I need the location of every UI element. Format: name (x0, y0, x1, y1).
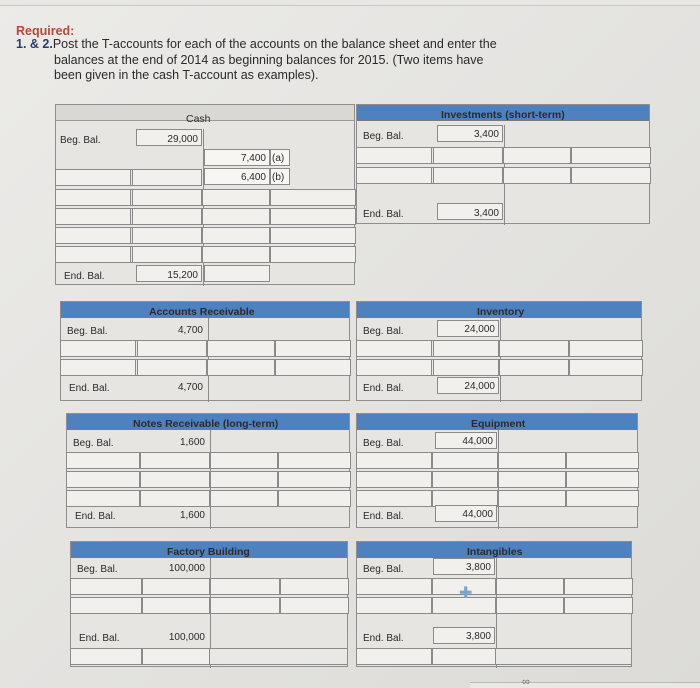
inventory-end-label: End. Bal. (363, 383, 404, 394)
cash-row-1-label-field[interactable] (55, 169, 131, 186)
equipment-row-2-label[interactable] (356, 471, 432, 488)
equipment-row-1-ref[interactable] (566, 452, 639, 469)
investments-title: Investments (short-term) (441, 109, 565, 121)
investments-end-label: End. Bal. (363, 209, 404, 220)
cash-row-3-ref-field[interactable] (270, 208, 356, 225)
cash-beg-value: 29,000 (167, 134, 198, 145)
investments-entry-row-1 (357, 147, 649, 164)
ar-entry-row-2 (61, 359, 349, 376)
inventory-row-1-ref[interactable] (569, 340, 643, 357)
cash-row-3-credit-field[interactable] (202, 208, 270, 225)
inventory-row-1-credit[interactable] (499, 340, 569, 357)
ar-end-label: End. Bal. (69, 383, 110, 394)
fb-end-value: 100,000 (168, 632, 205, 643)
cash-beg-label: Beg. Bal. (60, 135, 101, 146)
accounts-receivable-t-account (60, 301, 350, 401)
cash-row-2-ref-field[interactable] (270, 189, 356, 206)
cash-row-5-debit-field[interactable] (132, 246, 202, 263)
inventory-row-2-label[interactable] (356, 359, 432, 376)
nr-entry-row-2 (67, 471, 349, 488)
equipment-row-2-credit[interactable] (498, 471, 566, 488)
fb-beg-value: 100,000 (168, 563, 205, 574)
cash-entry-row-5 (56, 246, 354, 263)
ar-row-2-ref[interactable] (275, 359, 351, 376)
cash-row-2-label-field[interactable] (55, 189, 131, 206)
nr-row-3-ref[interactable] (278, 490, 351, 507)
cash-row-5-label-field[interactable] (55, 246, 131, 263)
ar-title: Accounts Receivable (149, 306, 255, 318)
nr-row-1-ref[interactable] (278, 452, 351, 469)
fb-row-1-debit[interactable] (142, 578, 210, 595)
instruction-line-3: been given in the cash T-account as examples). (54, 68, 319, 82)
instruction-line-2: balances at the end of 2014 as beginning balances for 2015. (Two items have (54, 52, 484, 67)
cash-end-credit-field[interactable] (204, 265, 270, 282)
instruction-line-1: Post the T-accounts for each of the accounts on the balance sheet and enter the (52, 37, 497, 51)
intangibles-row-2-label[interactable] (356, 597, 432, 614)
cash-row-2-credit-field[interactable] (202, 189, 270, 206)
inventory-row-1-label[interactable] (356, 340, 432, 357)
intangibles-beg-value: 3,800 (465, 562, 491, 573)
fb-title: Factory Building (167, 546, 250, 558)
ar-row-2-label[interactable] (60, 359, 136, 376)
intangibles-row-1-ref[interactable] (564, 578, 633, 595)
cash-row-4-label-field[interactable] (55, 227, 131, 244)
investments-row-1-ref[interactable] (571, 147, 651, 164)
cash-row-3-debit-field[interactable] (132, 208, 202, 225)
investments-row-1-label[interactable] (356, 147, 432, 164)
ar-entry-row-1 (61, 340, 349, 357)
investments-beg-label: Beg. Bal. (363, 131, 404, 142)
cash-row-1-debit-field[interactable] (132, 169, 202, 186)
cash-ref-1: (a) (272, 153, 285, 164)
fb-entry-row-1 (71, 578, 347, 595)
equipment-row-1-debit[interactable] (432, 452, 498, 469)
required-heading: Required: (16, 24, 75, 38)
inventory-beg-value: 24,000 (464, 324, 495, 335)
cash-end-label: End. Bal. (64, 271, 105, 282)
equipment-entry-row-2 (357, 471, 637, 488)
cash-end-value: 15,200 (167, 270, 198, 281)
intangibles-row-1-label[interactable] (356, 578, 432, 595)
equipment-row-1-credit[interactable] (498, 452, 566, 469)
nr-end-label: End. Bal. (75, 511, 116, 522)
ar-beg-label: Beg. Bal. (67, 326, 108, 337)
ar-row-1-debit[interactable] (137, 340, 207, 357)
inventory-beg-label: Beg. Bal. (363, 326, 404, 337)
nr-entry-row-1 (67, 452, 349, 469)
fb-row-1-ref[interactable] (280, 578, 349, 595)
nr-end-value: 1,600 (179, 510, 205, 521)
equipment-row-3-credit[interactable] (498, 490, 566, 507)
ar-beg-value: 4,700 (177, 325, 203, 336)
equipment-row-2-ref[interactable] (566, 471, 639, 488)
cash-t-account (55, 104, 355, 285)
ar-row-1-credit[interactable] (207, 340, 275, 357)
instructions-text (16, 37, 556, 84)
investments-row-2-debit[interactable] (433, 167, 503, 184)
cash-credit-1: 7,400 (240, 153, 266, 164)
inventory-row-1-debit[interactable] (433, 340, 499, 357)
equipment-title: Equipment (471, 418, 526, 430)
investments-end-value: 3,400 (473, 208, 499, 219)
inventory-title: Inventory (477, 306, 525, 318)
fb-row-2-debit[interactable] (142, 597, 210, 614)
intangibles-row-2-ref[interactable] (564, 597, 633, 614)
intangibles-entry-row-2 (357, 597, 631, 614)
cash-title: Cash (186, 113, 211, 125)
nr-row-1-label[interactable] (66, 452, 140, 469)
fb-beg-label: Beg. Bal. (77, 564, 118, 575)
intangibles-end-value: 3,800 (465, 631, 491, 642)
nr-row-2-ref[interactable] (278, 471, 351, 488)
cash-ref-2: (b) (272, 172, 285, 183)
intangibles-total-label[interactable] (356, 648, 432, 665)
equipment-row-3-label[interactable] (356, 490, 432, 507)
equipment-end-value: 44,000 (462, 509, 493, 520)
ar-end-value: 4,700 (177, 382, 203, 393)
fb-row-2-credit[interactable] (210, 597, 280, 614)
nr-row-2-label[interactable] (66, 471, 140, 488)
inventory-row-2-ref[interactable] (569, 359, 643, 376)
equipment-entry-row-1 (357, 452, 637, 469)
nr-row-2-credit[interactable] (210, 471, 278, 488)
equipment-t-account (356, 413, 638, 528)
top-edge (0, 0, 700, 6)
fb-entry-row-2 (71, 597, 347, 614)
nr-beg-label: Beg. Bal. (73, 438, 114, 449)
nr-row-3-credit[interactable] (210, 490, 278, 507)
inventory-row-2-debit[interactable] (433, 359, 499, 376)
nr-beg-value: 1,600 (179, 437, 205, 448)
investments-row-2-credit[interactable] (503, 167, 571, 184)
fb-row-1-label[interactable] (70, 578, 142, 595)
cash-row-5-ref-field[interactable] (270, 246, 356, 263)
intangibles-t-account (356, 541, 632, 667)
nr-row-3-label[interactable] (66, 490, 140, 507)
fb-row-1-credit[interactable] (210, 578, 280, 595)
fb-total-row (71, 648, 347, 665)
cash-row-4-credit-field[interactable] (202, 227, 270, 244)
equipment-row-1-label[interactable] (356, 452, 432, 469)
move-cursor-icon: ✚ (459, 585, 473, 602)
intangibles-total-debit[interactable] (432, 648, 496, 665)
investments-row-1-credit[interactable] (503, 147, 571, 164)
inventory-entry-row-2 (357, 359, 641, 376)
equipment-beg-value: 44,000 (462, 436, 493, 447)
nr-row-1-credit[interactable] (210, 452, 278, 469)
investments-entry-row-2 (357, 167, 649, 184)
fb-row-2-ref[interactable] (280, 597, 349, 614)
cash-entry-row-2 (56, 189, 354, 206)
ar-row-1-label[interactable] (60, 340, 136, 357)
equipment-beg-label: Beg. Bal. (363, 438, 404, 449)
nr-row-3-debit[interactable] (140, 490, 210, 507)
equipment-entry-row-3 (357, 490, 637, 507)
nr-row-2-debit[interactable] (140, 471, 210, 488)
cash-row-4-ref-field[interactable] (270, 227, 356, 244)
cash-row-4-debit-field[interactable] (132, 227, 202, 244)
cash-row-2-debit-field[interactable] (132, 189, 202, 206)
cash-credit-2: 6,400 (240, 172, 266, 183)
inventory-row-2-credit[interactable] (499, 359, 569, 376)
fb-total-debit[interactable] (142, 648, 210, 665)
intangibles-entry-row-1 (357, 578, 631, 595)
link-icon[interactable]: ∞ (522, 676, 530, 688)
intangibles-end-label: End. Bal. (363, 633, 404, 644)
intangibles-row-2-credit[interactable] (496, 597, 564, 614)
inventory-entry-row-1 (357, 340, 641, 357)
cash-row-3-label-field[interactable] (55, 208, 131, 225)
investments-row-2-label[interactable] (356, 167, 432, 184)
equipment-end-label: End. Bal. (363, 511, 404, 522)
fb-total-label[interactable] (70, 648, 142, 665)
intangibles-row-1-credit[interactable] (496, 578, 564, 595)
cash-entry-row-3 (56, 208, 354, 225)
factory-building-t-account (70, 541, 348, 667)
fb-end-label: End. Bal. (79, 633, 120, 644)
equipment-row-2-debit[interactable] (432, 471, 498, 488)
intangibles-total-row (357, 648, 631, 665)
equipment-row-3-ref[interactable] (566, 490, 639, 507)
intangibles-beg-label: Beg. Bal. (363, 564, 404, 575)
cash-entry-row-1 (56, 169, 201, 186)
bottom-edge-bar (470, 682, 700, 688)
cash-entry-row-4 (56, 227, 354, 244)
nr-entry-row-3 (67, 490, 349, 507)
investments-t-account (356, 104, 650, 224)
inventory-t-account (356, 301, 642, 401)
nr-row-1-debit[interactable] (140, 452, 210, 469)
ar-row-1-ref[interactable] (275, 340, 351, 357)
nr-title: Notes Receivable (long-term) (133, 418, 279, 430)
investments-row-1-debit[interactable] (433, 147, 503, 164)
intangibles-title: Intangibles (467, 546, 523, 558)
inventory-end-value: 24,000 (464, 381, 495, 392)
question-number: 1. & 2. (16, 37, 53, 51)
investments-beg-value: 3,400 (473, 129, 499, 140)
notes-receivable-t-account (66, 413, 350, 528)
investments-row-2-ref[interactable] (571, 167, 651, 184)
cash-row-5-credit-field[interactable] (202, 246, 270, 263)
ar-row-2-credit[interactable] (207, 359, 275, 376)
fb-row-2-label[interactable] (70, 597, 142, 614)
ar-row-2-debit[interactable] (137, 359, 207, 376)
